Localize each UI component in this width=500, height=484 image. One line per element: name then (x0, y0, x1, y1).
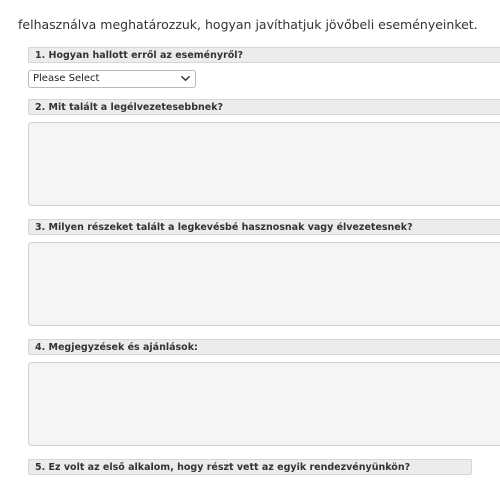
intro-line: felhasználva meghatározzuk, hogyan javíthatjuk jövőbeli eseményeinket. (18, 17, 478, 32)
question-4-label: 4. Megjegyzések és ajánlások: (28, 339, 500, 355)
question-1-label: 1. Hogyan hallott erről az eseményről? (28, 47, 500, 63)
question-5-label: 5. Ez volt az első alkalom, hogy részt vett az egyik rendezvényünkön? (28, 459, 472, 475)
chevron-down-icon (181, 74, 190, 83)
least-useful-textarea[interactable] (28, 242, 500, 326)
how-heard-select[interactable] (28, 70, 196, 88)
intro-text (18, 0, 498, 36)
question-3-label: 3. Milyen részeket talált a legkevésbé hasznosnak vagy élvezetesnek? (28, 219, 500, 235)
select-value: Please Select (33, 73, 100, 84)
comments-textarea[interactable] (28, 362, 500, 446)
question-2-label: 2. Mit talált a legélvezetesebbnek? (28, 99, 500, 115)
most-enjoyable-textarea[interactable] (28, 122, 500, 206)
